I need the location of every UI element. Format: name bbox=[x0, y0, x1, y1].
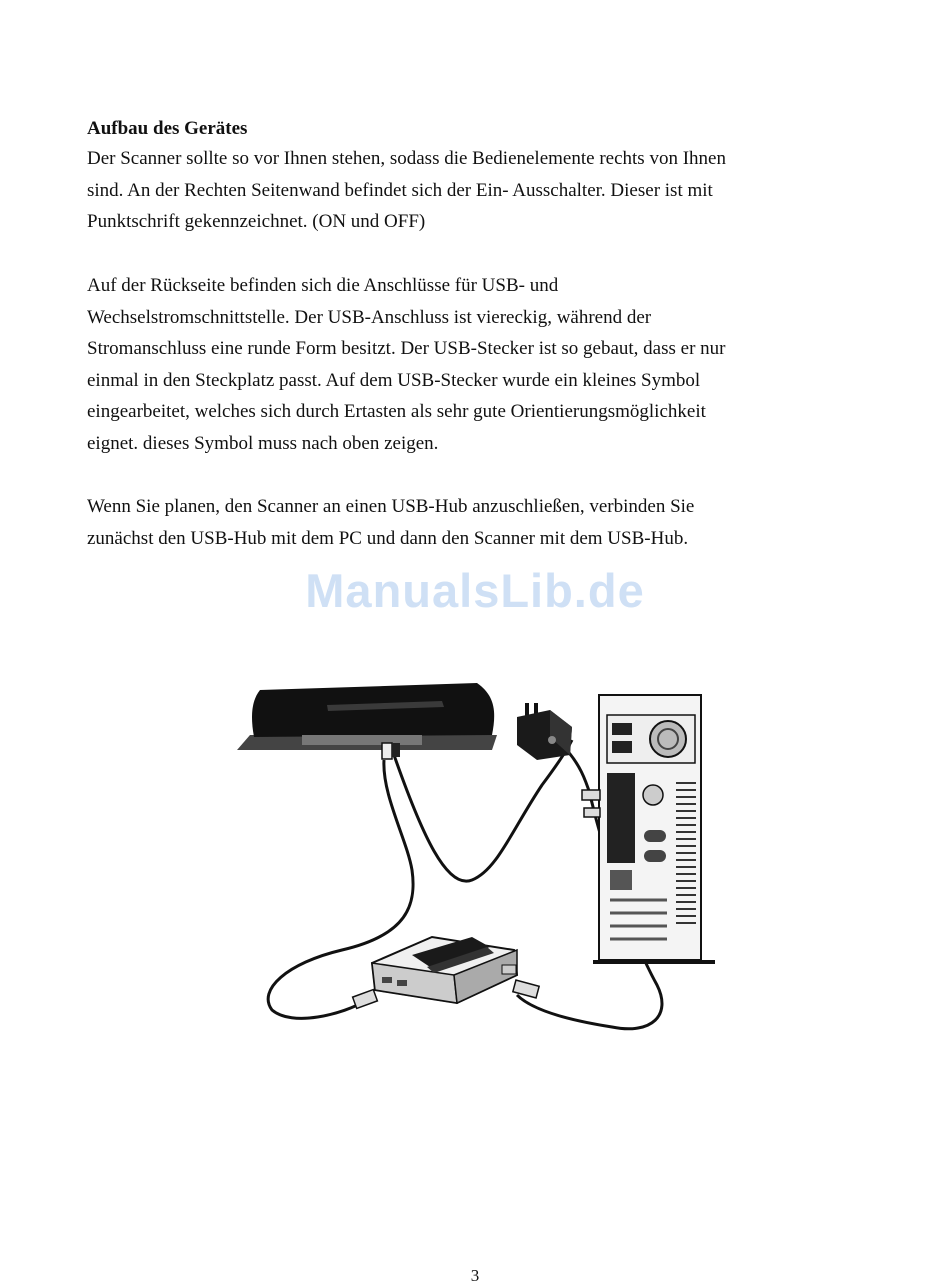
text-line: Wechselstromschnittstelle. Der USB-Anschluss ist viereckig, während der bbox=[87, 306, 652, 328]
power-adapter-icon bbox=[517, 703, 572, 760]
text-line: Wenn Sie planen, den Scanner an einen USB-Hub anzuschließen, verbinden Sie bbox=[87, 496, 695, 517]
paragraph-setup bbox=[87, 143, 857, 238]
text-line: sind. An der Rechten Seitenwand befindet sich der Ein- Ausschalter. Dieser ist mit bbox=[87, 179, 713, 201]
scanner-icon bbox=[237, 683, 497, 759]
paragraph-usb-hub bbox=[87, 491, 857, 554]
text-line: Auf der Rückseite befinden sich die Anschlüsse für USB- und bbox=[87, 275, 559, 296]
watermark: ManualsLib.de bbox=[305, 564, 645, 617]
connection-diagram bbox=[232, 665, 722, 1045]
text-line: zunächst den USB-Hub mit dem PC und dann den Scanner mit dem USB-Hub. bbox=[87, 527, 689, 549]
text-line: einmal in den Steckplatz passt. Auf dem USB-Stecker wurde ein kleines Symbol bbox=[87, 369, 701, 391]
pc-tower-icon bbox=[582, 695, 715, 964]
section-heading: Aufbau des Gerätes bbox=[87, 118, 248, 139]
paragraph-connectors bbox=[87, 270, 857, 459]
text-line: Punktschrift gekennzeichnet. (ON und OFF) bbox=[87, 211, 426, 232]
text-line: eingearbeitet, welches sich durch Ertasten als sehr gute Orientierungsmöglichkeit bbox=[87, 401, 706, 422]
page-number: 3 bbox=[470, 1266, 480, 1285]
usb-hub-icon bbox=[353, 937, 540, 1008]
text-line: Stromanschluss eine runde Form besitzt. Der USB-Stecker ist so gebaut, dass er nur bbox=[87, 338, 726, 359]
vent-slots bbox=[676, 783, 696, 923]
text-line: eignet. dieses Symbol muss nach oben zeigen. bbox=[87, 432, 439, 454]
text-line: Der Scanner sollte so vor Ihnen stehen, sodass die Bedienelemente rechts von Ihnen bbox=[87, 148, 726, 169]
cable-scanner-power bbox=[394, 740, 572, 881]
